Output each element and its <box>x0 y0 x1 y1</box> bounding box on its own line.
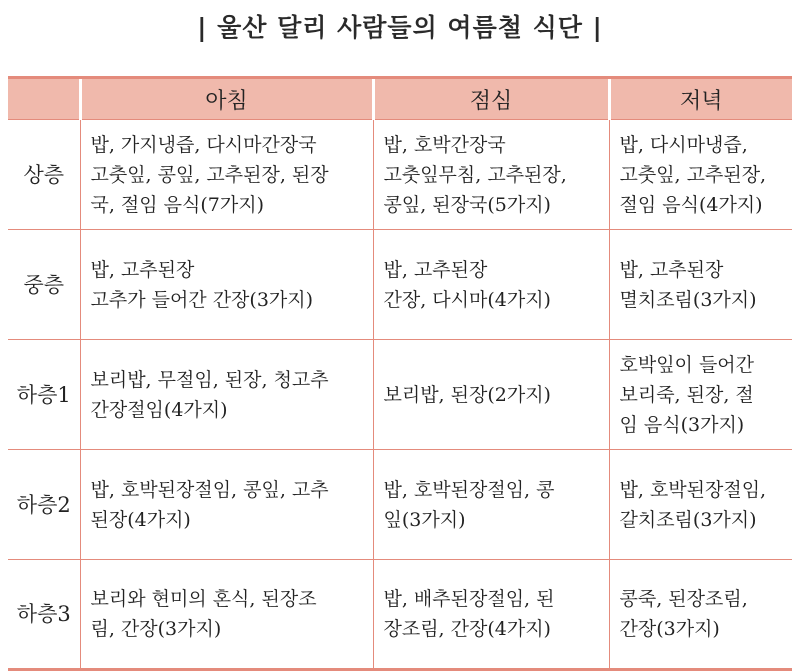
cell-dinner <box>609 560 792 670</box>
cell-line: 밥, 호박된장절임, 콩 <box>383 478 555 501</box>
cell-lunch <box>373 560 609 670</box>
table-row <box>8 340 792 450</box>
cell-line: 멸치조림(3가지) <box>619 288 757 311</box>
cell-line: 고추가 들어간 간장(3가지) <box>90 288 314 311</box>
row-label: 중층 <box>8 230 80 340</box>
cell-line: 콩잎, 된장국(5가지) <box>383 193 551 216</box>
cell-line: 절임 음식(4가지) <box>619 193 763 216</box>
cell-line: 밥, 호박된장절임, 콩잎, 고추 <box>90 478 329 501</box>
cell-line: 장조림, 간장(4가지) <box>383 618 551 640</box>
cell-line: 호박잎이 들어간 <box>619 353 755 376</box>
header-lunch: 점심 <box>373 78 609 120</box>
page-title: | 울산 달리 사람들의 여름철 식단 | <box>197 13 603 42</box>
cell-line: 보리죽, 된장, 절 <box>619 383 754 406</box>
cell-breakfast <box>80 230 373 340</box>
cell-line: 밥, 가지냉즙, 다시마간장국 <box>90 133 317 156</box>
cell-line: 밥, 배추된장절임, 된 <box>383 588 555 610</box>
cell-line: 밥, 다시마냉즙, <box>619 133 748 156</box>
table-row <box>8 450 792 560</box>
cell-line: 간장, 다시마(4가지) <box>383 288 551 311</box>
cell-breakfast <box>80 450 373 560</box>
cell-dinner <box>609 340 792 450</box>
cell-line: 밥, 호박간장국 <box>383 133 506 156</box>
cell-line: 보리밥, 된장(2가지) <box>383 383 551 406</box>
row-label: 하층2 <box>8 450 80 560</box>
table-row <box>8 230 792 340</box>
header-empty <box>8 78 80 120</box>
cell-line: 잎(3가지) <box>383 508 466 531</box>
cell-line: 간장(3가지) <box>619 618 720 640</box>
header-row <box>8 78 792 120</box>
cell-line: 국, 절임 음식(7가지) <box>90 193 265 216</box>
diet-table <box>8 76 792 671</box>
cell-line: 임 음식(3가지) <box>619 413 745 436</box>
cell-line: 밥, 고추된장 <box>619 258 724 281</box>
cell-line: 밥, 고추된장 <box>383 258 488 281</box>
cell-line: 보리밥, 무절임, 된장, 청고추 <box>90 368 329 391</box>
cell-line: 콩죽, 된장조림, <box>619 588 748 610</box>
cell-line: 간장절임(4가지) <box>90 398 228 421</box>
cell-line: 갈치조림(3가지) <box>619 508 757 531</box>
table-row <box>8 120 792 230</box>
cell-lunch <box>373 340 609 450</box>
cell-dinner <box>609 450 792 560</box>
cell-lunch <box>373 230 609 340</box>
cell-line: 고춧잎, 콩잎, 고추된장, 된장 <box>90 163 329 186</box>
cell-line: 고춧잎무침, 고추된장, <box>383 163 567 186</box>
cell-breakfast <box>80 340 373 450</box>
cell-line: 밥, 고추된장 <box>90 258 195 281</box>
table-row <box>8 560 792 670</box>
cell-line: 된장(4가지) <box>90 508 191 531</box>
row-label: 하층1 <box>8 340 80 450</box>
header-dinner: 저녁 <box>609 78 792 120</box>
cell-dinner <box>609 120 792 230</box>
cell-line: 보리와 현미의 혼식, 된장조 <box>90 588 317 610</box>
cell-line: 밥, 호박된장절임, <box>619 478 767 501</box>
cell-line: 고춧잎, 고추된장, <box>619 163 767 186</box>
header-breakfast: 아침 <box>80 78 373 120</box>
cell-breakfast <box>80 120 373 230</box>
cell-lunch <box>373 450 609 560</box>
cell-line: 림, 간장(3가지) <box>90 618 222 640</box>
row-label: 하층3 <box>8 560 80 670</box>
row-label: 상층 <box>8 120 80 230</box>
cell-dinner <box>609 230 792 340</box>
cell-lunch <box>373 120 609 230</box>
cell-breakfast <box>80 560 373 670</box>
